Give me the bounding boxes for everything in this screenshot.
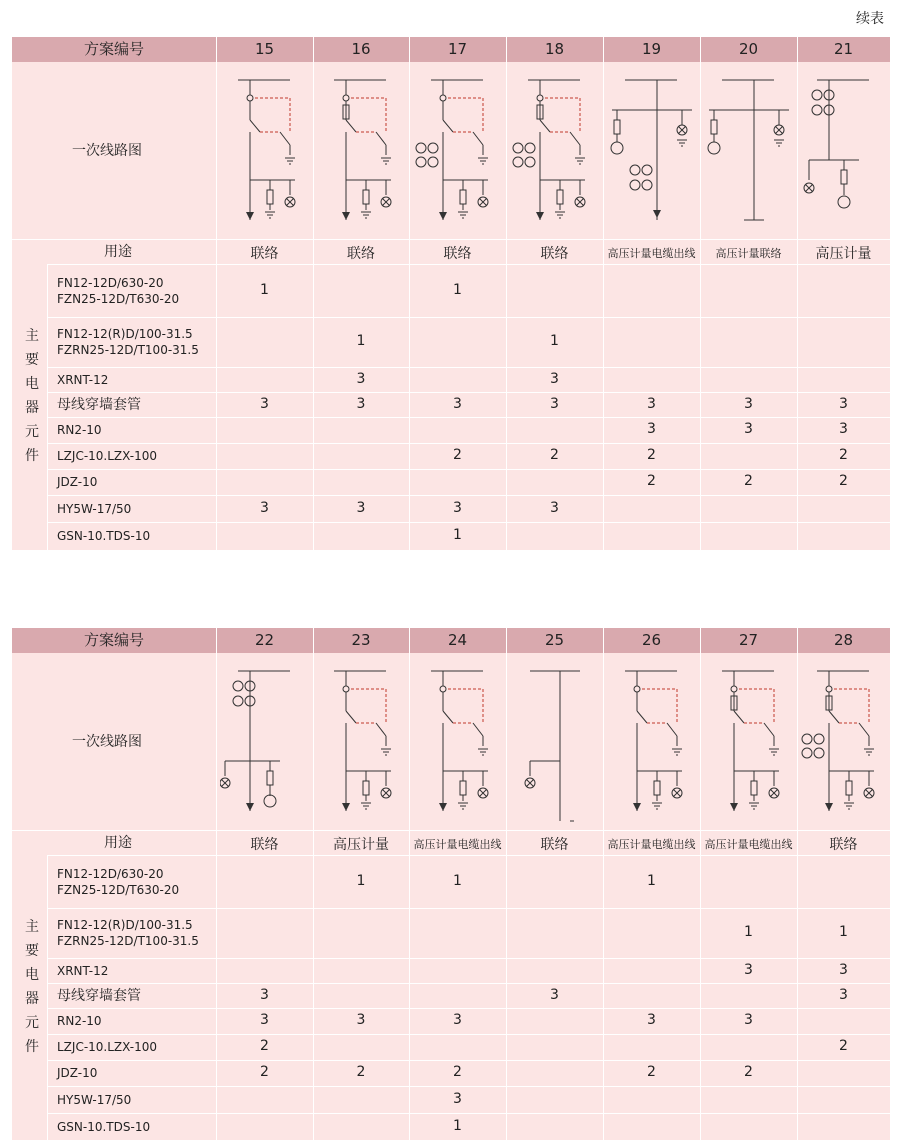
transformer-symbol — [428, 157, 438, 167]
component-quantity: 2 — [744, 1064, 753, 1080]
component-name-line: FZN25-12D/T630-20 — [57, 291, 180, 306]
circuit-diagram-24 — [413, 661, 503, 826]
group-label — [22, 324, 42, 468]
component-quantity: 2 — [356, 1064, 366, 1080]
component-quantity: 2 — [260, 1038, 269, 1054]
component-name-line: FN12-12(R)D/100-31.5 — [57, 327, 193, 341]
usage-value: 高压计量电缆出线 — [704, 838, 793, 851]
column-divider — [313, 62, 314, 550]
component-quantity: 3 — [260, 499, 269, 516]
usage-value: 高压计量电缆出线 — [607, 838, 696, 851]
usage-value: 联络 — [250, 837, 279, 853]
row-divider — [12, 239, 890, 240]
fuse-symbol — [557, 190, 563, 204]
component-quantity: 3 — [647, 1012, 656, 1028]
component-name: RN2-10 — [57, 423, 102, 437]
group-label-char: 主 — [25, 328, 39, 344]
wire-line — [764, 723, 774, 736]
circuit-diagram-27 — [704, 661, 794, 826]
fuse-symbol — [654, 781, 660, 795]
component-quantity: 3 — [744, 421, 753, 437]
component-quantity: 3 — [453, 499, 462, 516]
usage-value: 联络 — [540, 837, 569, 853]
component-quantity: 2 — [839, 447, 848, 463]
wire-line — [250, 120, 260, 132]
usage-label: 用途 — [104, 835, 132, 851]
component-name: JDZ-10 — [57, 475, 98, 489]
transformer-symbol — [630, 165, 640, 175]
wire-line — [637, 711, 647, 723]
scheme-number: 20 — [738, 40, 759, 58]
transformer-symbol — [731, 686, 737, 692]
usage-value: 高压计量 — [333, 837, 389, 853]
component-quantity: 2 — [260, 1064, 269, 1080]
diagram-label: 一次线路图 — [72, 734, 142, 750]
component-quantity: 3 — [647, 395, 656, 412]
component-quantity: 2 — [453, 1064, 462, 1080]
fuse-symbol — [841, 170, 847, 184]
group-label-char: 件 — [25, 448, 39, 464]
component-quantity: 3 — [839, 421, 848, 437]
column-divider — [603, 37, 604, 62]
component-quantity: 2 — [647, 1064, 656, 1080]
transformer-symbol — [812, 105, 822, 115]
transformer-symbol — [525, 143, 535, 153]
circuit-diagram-16 — [316, 70, 406, 235]
cable-arrow-icon — [825, 803, 833, 811]
component-quantity: 1 — [356, 872, 366, 889]
row-divider — [47, 983, 890, 984]
row-divider — [47, 495, 890, 496]
table-header-row — [12, 37, 890, 62]
table-header-row — [12, 628, 890, 653]
row-divider — [47, 1086, 890, 1087]
row-divider — [47, 1034, 890, 1035]
row-divider — [47, 469, 890, 470]
component-name: GSN-10.TDS-10 — [57, 1120, 151, 1134]
group-divider — [47, 855, 48, 1140]
scheme-number: 28 — [833, 631, 854, 649]
transformer-symbol — [708, 142, 720, 154]
component-quantity: 2 — [839, 473, 848, 489]
component-quantity: 3 — [550, 499, 559, 516]
column-divider — [506, 37, 507, 62]
circuit-diagram-25 — [510, 661, 600, 826]
fuse-symbol — [363, 781, 369, 795]
transformer-symbol — [247, 95, 253, 101]
scheme-number: 22 — [254, 631, 275, 649]
circuit-diagram-18 — [510, 70, 600, 235]
component-name: HY5W-17/50 — [57, 501, 132, 516]
circuit-diagram-26 — [607, 661, 697, 826]
component-quantity: 3 — [356, 370, 366, 387]
transformer-symbol — [802, 748, 812, 758]
fuse-symbol — [751, 781, 757, 795]
transformer-symbol — [611, 142, 623, 154]
row-divider — [47, 443, 890, 444]
column-divider — [216, 62, 217, 550]
row-divider — [47, 367, 890, 368]
component-name: XRNT-12 — [57, 963, 109, 978]
scheme-number: 23 — [351, 631, 371, 649]
group-label-char: 要 — [25, 352, 39, 368]
wire-line — [443, 120, 453, 132]
scheme-number-label: 方案编号 — [83, 631, 144, 649]
cable-arrow-icon — [246, 803, 254, 811]
diagram-label: 一次线路图 — [72, 143, 142, 159]
column-divider — [216, 37, 217, 62]
circuit-diagram-22 — [220, 661, 310, 826]
component-name: 母线穿墙套管 — [57, 396, 141, 413]
component-quantity: 1 — [550, 333, 559, 349]
row-divider — [47, 264, 890, 265]
wire-line — [473, 132, 483, 145]
scheme-number: 19 — [641, 40, 662, 58]
transformer-symbol — [513, 143, 523, 153]
component-name: 母线穿墙套管 — [57, 987, 141, 1004]
component-name-line: FZRN25-12D/T100-31.5 — [57, 934, 199, 948]
scheme-number: 27 — [738, 631, 759, 649]
row-divider — [47, 317, 890, 318]
component-quantity: 2 — [647, 473, 656, 489]
wire-line — [346, 711, 356, 723]
usage-value: 联络 — [250, 246, 279, 262]
fuse-symbol — [711, 120, 717, 134]
cable-arrow-icon — [342, 212, 350, 220]
transformer-symbol — [440, 686, 446, 692]
scheme-number: 21 — [833, 40, 854, 58]
component-quantity: 3 — [744, 395, 753, 412]
component-name: LZJC-10.LZX-100 — [57, 1040, 158, 1054]
row-divider — [47, 417, 890, 418]
column-divider — [409, 628, 410, 653]
component-quantity: 2 — [839, 1038, 848, 1054]
component-quantity: 1 — [453, 872, 462, 889]
component-quantity: 3 — [550, 986, 559, 1003]
row-divider — [47, 392, 890, 393]
wire-line — [829, 711, 839, 723]
component-name-line: FZRN25-12D/T100-31.5 — [57, 343, 199, 357]
component-quantity: 3 — [356, 1012, 366, 1028]
component-quantity: 1 — [260, 281, 269, 298]
cable-arrow-icon — [653, 210, 661, 218]
row-divider — [47, 522, 890, 523]
row-divider — [47, 958, 890, 959]
circuit-diagram-28 — [799, 661, 889, 826]
wire-line — [346, 120, 356, 132]
transformer-symbol — [416, 143, 426, 153]
component-quantity: 3 — [839, 961, 848, 978]
component-name — [57, 326, 199, 358]
transformer-symbol — [814, 734, 824, 744]
group-label-char: 器 — [25, 400, 39, 416]
wire-line — [443, 711, 453, 723]
component-quantity: 1 — [453, 527, 462, 543]
component-quantity: 3 — [839, 395, 848, 412]
component-name-line: FN12-12D/630-20 — [57, 275, 164, 290]
group-label-char: 器 — [25, 991, 39, 1007]
wire-line — [667, 723, 677, 736]
component-quantity: 3 — [453, 1090, 462, 1107]
component-quantity: 3 — [744, 961, 753, 978]
column-divider — [409, 37, 410, 62]
column-divider — [506, 628, 507, 653]
fuse-symbol — [460, 190, 466, 204]
component-name: XRNT-12 — [57, 372, 109, 387]
component-quantity: 3 — [453, 395, 462, 412]
wire-line — [734, 711, 744, 723]
scheme-table-2 — [12, 628, 890, 1140]
row-divider — [47, 1060, 890, 1061]
wire-line — [473, 723, 483, 736]
wire-line — [280, 132, 290, 145]
circuit-diagram-17 — [413, 70, 503, 235]
circuit-diagram-15 — [220, 70, 310, 235]
group-label-char: 件 — [25, 1039, 39, 1055]
component-quantity: 1 — [453, 281, 462, 298]
transformer-symbol — [233, 681, 243, 691]
scheme-table-1 — [12, 37, 890, 550]
circuit-diagram-20 — [704, 70, 794, 235]
group-label-char: 主 — [25, 919, 39, 935]
transformer-symbol — [642, 180, 652, 190]
fuse-symbol — [267, 771, 273, 785]
fuse-symbol — [846, 781, 852, 795]
scheme-number: 24 — [447, 631, 468, 649]
cable-arrow-icon — [730, 803, 738, 811]
cable-arrow-icon — [342, 803, 350, 811]
transformer-symbol — [802, 734, 812, 744]
scheme-number-label: 方案编号 — [83, 40, 144, 58]
component-name-line: FN12-12D/630-20 — [57, 866, 164, 881]
transformer-symbol — [537, 95, 543, 101]
component-name: RN2-10 — [57, 1014, 102, 1028]
component-quantity: 3 — [647, 421, 656, 437]
component-name: HY5W-17/50 — [57, 1092, 132, 1107]
usage-value: 高压计量电缆出线 — [413, 838, 502, 851]
group-label-char: 元 — [25, 1015, 39, 1031]
column-divider — [603, 628, 604, 653]
cable-arrow-icon — [439, 212, 447, 220]
component-quantity: 3 — [356, 395, 366, 412]
group-divider — [47, 264, 48, 550]
column-divider — [506, 62, 507, 550]
transformer-symbol — [630, 180, 640, 190]
fuse-symbol — [363, 190, 369, 204]
usage-value: 联络 — [443, 246, 472, 262]
component-name — [57, 275, 179, 307]
transformer-symbol — [814, 748, 824, 758]
column-divider — [313, 628, 314, 653]
scheme-number: 26 — [641, 631, 662, 649]
component-quantity: 1 — [839, 924, 848, 940]
component-quantity: 2 — [453, 447, 462, 463]
column-divider — [216, 628, 217, 653]
component-name-line: FN12-12(R)D/100-31.5 — [57, 918, 193, 932]
component-quantity: 3 — [744, 1012, 753, 1028]
transformer-symbol — [642, 165, 652, 175]
transformer-symbol — [826, 686, 832, 692]
component-quantity: 1 — [647, 872, 656, 889]
row-divider — [47, 855, 890, 856]
component-quantity: 3 — [260, 395, 269, 412]
usage-value: 联络 — [829, 837, 858, 853]
usage-value: 高压计量联络 — [715, 247, 782, 260]
component-name — [57, 866, 179, 898]
column-divider — [313, 37, 314, 62]
wire-line — [540, 120, 550, 132]
transformer-symbol — [343, 95, 349, 101]
transformer-symbol — [233, 696, 243, 706]
usage-value: 联络 — [540, 246, 569, 262]
transformer-symbol — [440, 95, 446, 101]
component-quantity: 3 — [550, 395, 559, 412]
component-name: JDZ-10 — [57, 1066, 98, 1080]
circuit-diagram-21 — [799, 70, 889, 235]
circuit-diagram-23 — [316, 661, 406, 826]
group-label — [22, 915, 42, 1059]
component-name — [57, 917, 199, 949]
group-label-char: 电 — [25, 376, 39, 392]
group-label-char: 元 — [25, 424, 39, 440]
component-quantity: 3 — [453, 1012, 462, 1028]
component-quantity: 2 — [744, 473, 753, 489]
usage-label: 用途 — [104, 244, 132, 260]
transformer-symbol — [513, 157, 523, 167]
continued-label: 续表 — [856, 11, 884, 27]
scheme-number: 15 — [254, 40, 275, 58]
component-quantity: 1 — [744, 924, 753, 940]
group-label-char: 要 — [25, 943, 39, 959]
scheme-number: 25 — [544, 631, 565, 649]
component-quantity: 3 — [260, 1012, 269, 1028]
component-quantity: 3 — [260, 986, 269, 1003]
component-quantity: 3 — [550, 370, 559, 387]
table-body — [12, 653, 890, 1140]
column-divider — [797, 628, 798, 653]
column-divider — [409, 62, 410, 550]
component-quantity: 2 — [550, 447, 559, 463]
circuit-diagram-19 — [607, 70, 697, 235]
scheme-number: 18 — [544, 40, 565, 58]
transformer-symbol — [428, 143, 438, 153]
transformer-symbol — [343, 686, 349, 692]
transformer-symbol — [264, 795, 276, 807]
usage-value: 联络 — [347, 246, 375, 262]
transformer-symbol — [812, 90, 822, 100]
component-name: LZJC-10.LZX-100 — [57, 449, 158, 463]
component-name-line: FZN25-12D/T630-20 — [57, 882, 180, 897]
component-name: GSN-10.TDS-10 — [57, 529, 151, 543]
scheme-number: 16 — [351, 40, 371, 58]
wire-line — [859, 723, 869, 736]
cable-arrow-icon — [536, 212, 544, 220]
component-quantity: 3 — [839, 986, 848, 1003]
wire-line — [570, 132, 580, 145]
transformer-symbol — [634, 686, 640, 692]
transformer-symbol — [416, 157, 426, 167]
component-quantity: 3 — [356, 499, 366, 516]
component-quantity: 2 — [647, 447, 656, 463]
column-divider — [797, 37, 798, 62]
component-quantity: 1 — [453, 1118, 462, 1134]
fuse-symbol — [267, 190, 273, 204]
transformer-symbol — [525, 157, 535, 167]
fuse-symbol — [460, 781, 466, 795]
cable-arrow-icon — [633, 803, 641, 811]
row-divider — [47, 1113, 890, 1114]
wire-line — [376, 132, 386, 145]
scheme-number: 17 — [447, 40, 468, 58]
usage-value: 高压计量 — [815, 246, 872, 262]
fuse-symbol — [614, 120, 620, 134]
row-divider — [12, 830, 890, 831]
wire-line — [376, 723, 386, 736]
group-label-char: 电 — [25, 967, 39, 983]
usage-value: 高压计量电缆出线 — [607, 247, 696, 260]
row-divider — [47, 1008, 890, 1009]
cable-arrow-icon — [246, 212, 254, 220]
column-divider — [506, 653, 507, 1140]
row-divider — [47, 908, 890, 909]
transformer-symbol — [838, 196, 850, 208]
component-quantity: 1 — [356, 333, 366, 349]
cable-arrow-icon — [439, 803, 447, 811]
column-divider — [700, 37, 701, 62]
column-divider — [700, 628, 701, 653]
table-body — [12, 62, 890, 550]
